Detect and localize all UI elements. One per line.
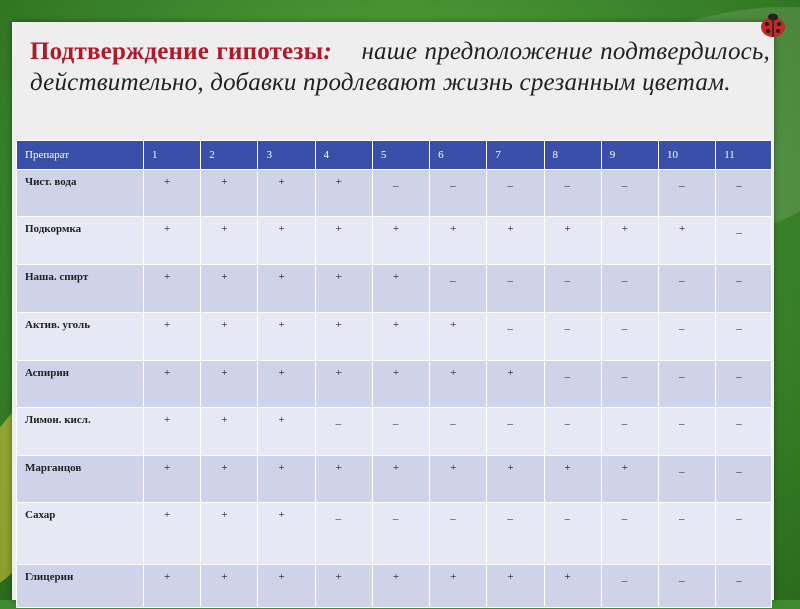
header-cell: Препарат [17,141,144,170]
header-cell: 11 [716,141,772,170]
plus-mark-cell: + [201,565,258,608]
title-lead: Подтверждение гипотезы [30,38,324,65]
plus-mark-cell: + [201,265,258,313]
table-header-row [17,141,772,170]
header-cell: 8 [544,141,601,170]
minus-mark-cell: _ [716,217,772,265]
minus-mark-cell: _ [658,456,715,503]
table-row [17,170,772,217]
table-row [17,565,772,608]
header-cell: 6 [430,141,487,170]
plus-mark-cell: + [258,408,315,456]
minus-mark-cell: _ [544,265,601,313]
table-row [17,265,772,313]
header-cell: 2 [201,141,258,170]
table-row [17,313,772,361]
minus-mark-cell: _ [430,503,487,565]
minus-mark-cell: _ [601,313,658,361]
plus-mark-cell: + [201,170,258,217]
header-cell: 7 [487,141,544,170]
minus-mark-cell: _ [487,313,544,361]
plus-mark-cell: + [315,565,372,608]
table-row [17,408,772,456]
plus-mark-cell: + [430,217,487,265]
minus-mark-cell: _ [658,265,715,313]
plus-mark-cell: + [430,361,487,408]
drug-name-cell: Лимон. кисл. [17,408,144,456]
minus-mark-cell: _ [716,265,772,313]
minus-mark-cell: _ [544,313,601,361]
minus-mark-cell: _ [658,565,715,608]
results-table [16,140,772,608]
minus-mark-cell: _ [430,265,487,313]
table-row [17,361,772,408]
minus-mark-cell: _ [487,503,544,565]
drug-name-cell: Аспирин [17,361,144,408]
plus-mark-cell: + [315,170,372,217]
plus-mark-cell: + [544,217,601,265]
drug-name-cell: Сахар [17,503,144,565]
plus-mark-cell: + [430,313,487,361]
plus-mark-cell: + [658,217,715,265]
plus-mark-cell: + [258,565,315,608]
plus-mark-cell: + [144,565,201,608]
plus-mark-cell: + [144,456,201,503]
header-cell: 5 [372,141,429,170]
plus-mark-cell: + [544,565,601,608]
plus-mark-cell: + [201,408,258,456]
plus-mark-cell: + [430,565,487,608]
plus-mark-cell: + [487,217,544,265]
minus-mark-cell: _ [487,170,544,217]
minus-mark-cell: _ [544,170,601,217]
header-cell: 3 [258,141,315,170]
plus-mark-cell: + [372,217,429,265]
minus-mark-cell: _ [430,408,487,456]
minus-mark-cell: _ [601,170,658,217]
table-row [17,503,772,565]
drug-name-cell: Марганцов [17,456,144,503]
drug-name-cell: Наша. спирт [17,265,144,313]
drug-name-cell: Актив. уголь [17,313,144,361]
plus-mark-cell: + [201,503,258,565]
plus-mark-cell: + [372,313,429,361]
plus-mark-cell: + [601,456,658,503]
plus-mark-cell: + [430,456,487,503]
minus-mark-cell: _ [601,408,658,456]
plus-mark-cell: + [372,361,429,408]
plus-mark-cell: + [258,503,315,565]
plus-mark-cell: + [315,265,372,313]
plus-mark-cell: + [258,313,315,361]
minus-mark-cell: _ [601,361,658,408]
minus-mark-cell: _ [372,503,429,565]
minus-mark-cell: _ [544,503,601,565]
header-cell: 1 [144,141,201,170]
minus-mark-cell: _ [601,265,658,313]
minus-mark-cell: _ [658,361,715,408]
minus-mark-cell: _ [658,170,715,217]
plus-mark-cell: + [372,565,429,608]
drug-name-cell: Глицерин [17,565,144,608]
plus-mark-cell: + [315,361,372,408]
drug-name-cell: Чист. вода [17,170,144,217]
drug-name-cell: Подкормка [17,217,144,265]
title-colon: : [323,38,332,65]
plus-mark-cell: + [201,361,258,408]
minus-mark-cell: _ [372,170,429,217]
minus-mark-cell: _ [372,408,429,456]
plus-mark-cell: + [144,265,201,313]
minus-mark-cell: _ [430,170,487,217]
minus-mark-cell: _ [716,313,772,361]
minus-mark-cell: _ [544,408,601,456]
plus-mark-cell: + [372,456,429,503]
plus-mark-cell: + [144,503,201,565]
plus-mark-cell: + [258,456,315,503]
minus-mark-cell: _ [716,408,772,456]
minus-mark-cell: _ [716,361,772,408]
plus-mark-cell: + [258,265,315,313]
plus-mark-cell: + [201,313,258,361]
minus-mark-cell: _ [315,503,372,565]
minus-mark-cell: _ [658,503,715,565]
plus-mark-cell: + [315,456,372,503]
minus-mark-cell: _ [487,408,544,456]
plus-mark-cell: + [601,217,658,265]
minus-mark-cell: _ [716,456,772,503]
plus-mark-cell: + [487,361,544,408]
header-cell: 10 [658,141,715,170]
ladybug-icon [758,12,788,38]
plus-mark-cell: + [144,361,201,408]
plus-mark-cell: + [315,313,372,361]
plus-mark-cell: + [144,408,201,456]
plus-mark-cell: + [144,170,201,217]
plus-mark-cell: + [258,170,315,217]
plus-mark-cell: + [258,361,315,408]
plus-mark-cell: + [201,217,258,265]
minus-mark-cell: _ [716,170,772,217]
title-rest: наше предположение подтвердилось, действительно, добавки продлевают жизнь срезанным цветам. [30,38,770,96]
plus-mark-cell: + [544,456,601,503]
plus-mark-cell: + [201,456,258,503]
minus-mark-cell: _ [544,361,601,408]
table-row [17,217,772,265]
minus-mark-cell: _ [315,408,372,456]
minus-mark-cell: _ [658,313,715,361]
plus-mark-cell: + [144,313,201,361]
minus-mark-cell: _ [658,408,715,456]
plus-mark-cell: + [258,217,315,265]
minus-mark-cell: _ [716,503,772,565]
plus-mark-cell: + [372,265,429,313]
minus-mark-cell: _ [716,565,772,608]
header-cell: 4 [315,141,372,170]
table-row [17,456,772,503]
plus-mark-cell: + [315,217,372,265]
plus-mark-cell: + [487,565,544,608]
slide-title [30,36,770,98]
minus-mark-cell: _ [601,565,658,608]
plus-mark-cell: + [144,217,201,265]
header-cell: 9 [601,141,658,170]
minus-mark-cell: _ [601,503,658,565]
minus-mark-cell: _ [487,265,544,313]
plus-mark-cell: + [487,456,544,503]
